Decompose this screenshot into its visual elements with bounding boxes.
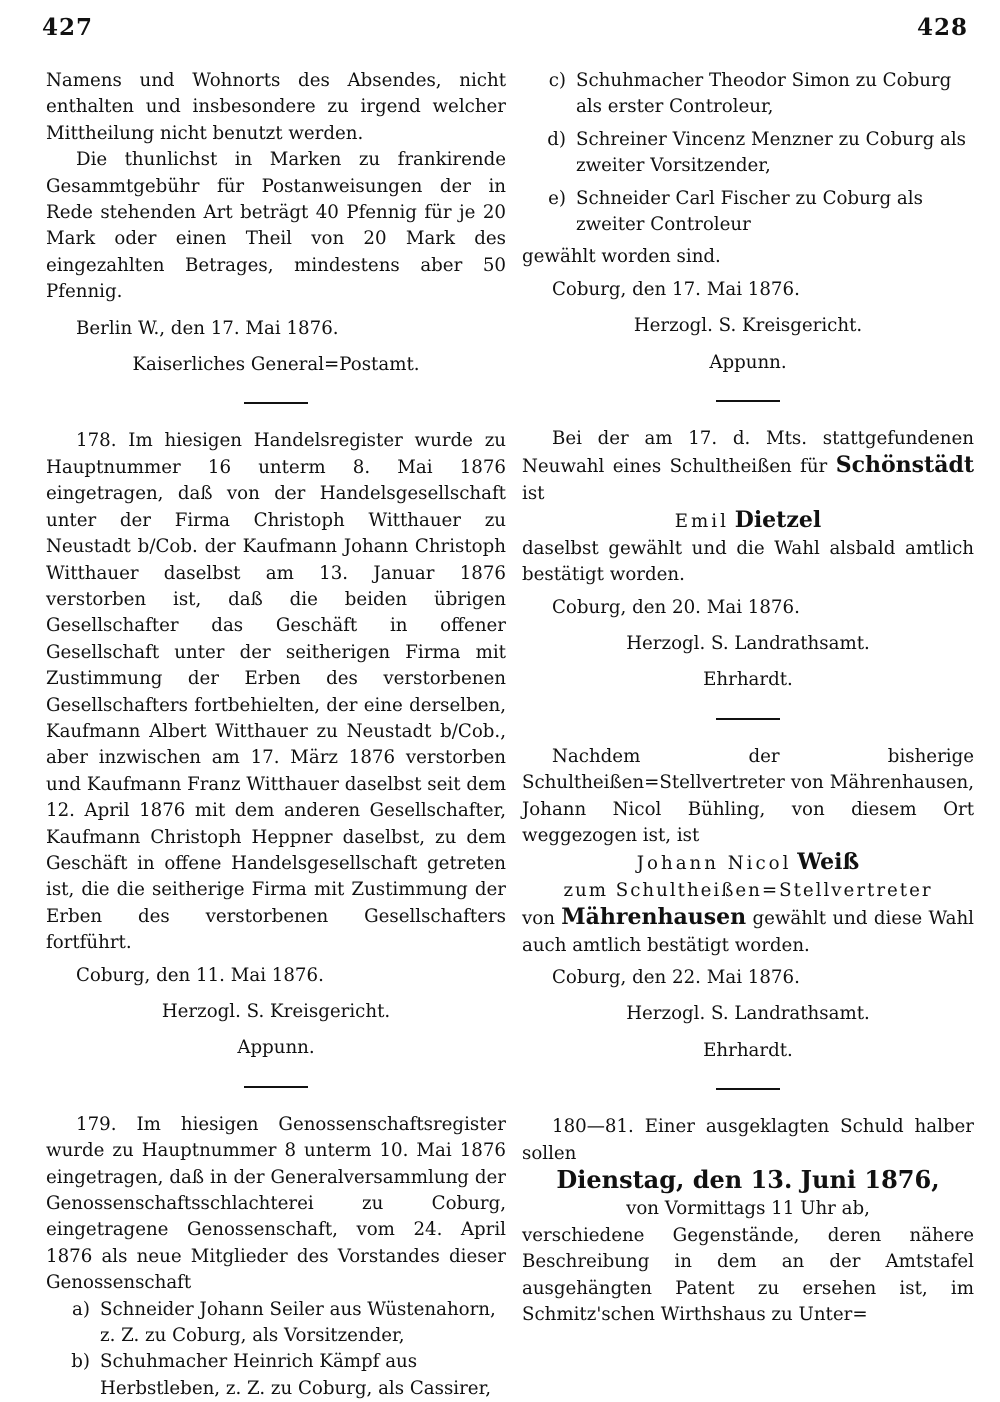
deputy-person-first: Johann Nicol [636, 853, 792, 875]
elected-person [522, 507, 974, 535]
deputy-person [522, 849, 974, 877]
election-text-mid: ist [522, 482, 545, 504]
postage-paragraph: Die thunlichst in Marken zu frankirende Gesammtgebühr für Postanweisungen der in Rede stehenden Art beträgt 40 Pfennig für je 20 Mark oder einen Theil von 20 Mark des eingezahlten Betrages, mindestens aber 50 Pfennig. [46, 149, 506, 303]
list-item [46, 1349, 506, 1402]
list-item [522, 127, 974, 180]
deputy-person-last: Weiß [797, 849, 860, 876]
deputy-date: Coburg, den 22. Mai 1876. [552, 966, 800, 988]
berlin-signature: Kaiserliches General=Postamt. [132, 354, 420, 376]
auction-text: verschiedene Gegenstände, deren nähere Beschreibung in dem an der Amtstafel ausgehängten Patent zu ersehen ist, im Schmitz'schen Wirthshaus zu Unter= [522, 1224, 974, 1326]
list-item-text: Schuhmacher Theodor Simon zu Coburg als erster Controleur, [576, 70, 952, 118]
notice-178-text: 178. Im hiesigen Handelsregister wurde zu Hauptnummer 16 unterm 8. Mai 1876 eingetragen, daß von der Handelsgesellschaft unter der Firma Christoph Witthauer zu Neustadt b/Cob. der Kaufmann Johann Christoph Witthauer daselbst am 13. Januar 1876 verstorben ist, daß die beiden übrigen Gesellschafter das Geschäft in offener Gesellschaft unter der seitherigen Firma mit Zustimmung der Erben des verstorbenen Gesellschafters fortbehielten, der eine derselben, Kaufmann Albert Witthauer zu Neustadt b/Cob., aber inzwischen am 17. März 1876 verstorben und Kaufmann Franz Witthauer daselbst seit dem 12. April 1876 mit dem anderen Gesellschafter, Kaufmann Christoph Heppner daselbst, zu dem Geschäft in offene Handelsgesellschaft getreten ist, die die seitherige Firma mit Zustimmung der Erben des verstorbenen Gesellschafters fortführt. [46, 430, 506, 954]
election-name: Ehrhardt. [703, 669, 793, 691]
list-item [46, 1297, 506, 1350]
election-text-before: Bei der am 17. d. Mts. stattgefundenen Neuwahl eines Schultheißen für [522, 428, 974, 478]
list-item-label: a) [72, 1298, 90, 1320]
election-place: Schönstädt [835, 452, 974, 479]
elected-person-first: Emil [674, 511, 729, 533]
deputy-role: zum Schultheißen=Stellvertreter [563, 879, 933, 901]
section-divider [244, 1086, 308, 1088]
list-item-text: Schreiner Vincenz Menzner zu Coburg als zweiter Vorsitzender, [576, 128, 967, 177]
auction-time: von Vormittags 11 Uhr ab, [626, 1198, 870, 1220]
auction-date-text: Dienstag, den 13. Juni 1876, [556, 1165, 940, 1194]
auction-date [522, 1167, 974, 1196]
election-date: Coburg, den 20. Mai 1876. [552, 596, 800, 618]
deputy-place: Mährenhausen [561, 904, 747, 931]
deputy-name: Ehrhardt. [703, 1039, 793, 1061]
section-divider [716, 400, 780, 402]
list-item-label: d) [547, 128, 566, 150]
board-member-list-continued [522, 68, 974, 238]
notice-179-text: 179. Im hiesigen Genossenschaftsregister wurde zu Hauptnummer 8 unterm 10. Mai 1876 eingetragen, daß in der Generalversammlung der Genossenschaftsschlachterei zu Coburg, eingetragene Genossenschaft, vom 24. April 1876 als neue Mitglieder des Vorstandes dieser Genossenschaft [46, 1113, 506, 1294]
election-paragraph [522, 426, 974, 507]
election-authority: Herzogl. S. Landrathsamt. [626, 632, 870, 654]
deputy-von: von [522, 908, 555, 930]
section-divider [244, 402, 308, 404]
deputy-authority: Herzogl. S. Landrathsamt. [626, 1003, 870, 1025]
notice-179-authority: Herzogl. S. Kreisgericht. [633, 315, 863, 337]
section-divider [716, 1088, 780, 1090]
list-item-label: e) [548, 187, 566, 209]
election-text-after: daselbst gewählt und die Wahl alsbald amtlich bestätigt worden. [522, 537, 974, 586]
page-number-right: 428 [916, 14, 968, 41]
section-divider [716, 718, 780, 720]
left-column [46, 68, 506, 1402]
elected-line: gewählt worden sind. [522, 246, 721, 268]
notice-179-date: Coburg, den 17. Mai 1876. [552, 278, 800, 300]
list-item-text: Schuhmacher Heinrich Kämpf aus Herbstleben, z. Z. zu Coburg, als Cassirer, [100, 1351, 492, 1399]
board-member-list [46, 1297, 506, 1402]
elected-person-last: Dietzel [734, 507, 822, 534]
deputy-text-after: gewählt und diese Wahl auch amtlich bestätigt worden. [522, 908, 974, 956]
list-item-label: b) [71, 1351, 90, 1373]
notice-178-name: Appunn. [237, 1037, 315, 1059]
intro-paragraph-continued: Namens und Wohnorts des Absendes, nicht enthalten und insbesondere zu irgend welcher Mittheilung nicht benutzt werden. [46, 70, 506, 144]
right-column [522, 68, 974, 1328]
list-item-text: Schneider Carl Fischer zu Coburg als zweiter Controleur [576, 187, 923, 236]
list-item [522, 68, 974, 121]
list-item-label: c) [548, 70, 566, 91]
berlin-date: Berlin W., den 17. Mai 1876. [76, 317, 339, 339]
notice-178-date: Coburg, den 11. Mai 1876. [76, 964, 324, 986]
page-number-left: 427 [42, 14, 94, 41]
deputy-paragraph: Nachdem der bisherige Schultheißen=Stellvertreter von Mährenhausen, Johann Nicol Bühling, von diesem Ort weggezogen ist, ist [522, 745, 974, 846]
deputy-closing [522, 904, 974, 959]
notice-178-authority: Herzogl. S. Kreisgericht. [161, 1001, 391, 1022]
list-item [522, 186, 974, 239]
list-item-text: Schneider Johann Seiler aus Wüstenahorn, z. Z. zu Coburg, als Vorsitzender, [100, 1298, 496, 1347]
auction-intro: 180—81. Einer ausgeklagten Schuld halber sollen [522, 1116, 974, 1164]
notice-179-name: Appunn. [709, 351, 787, 373]
